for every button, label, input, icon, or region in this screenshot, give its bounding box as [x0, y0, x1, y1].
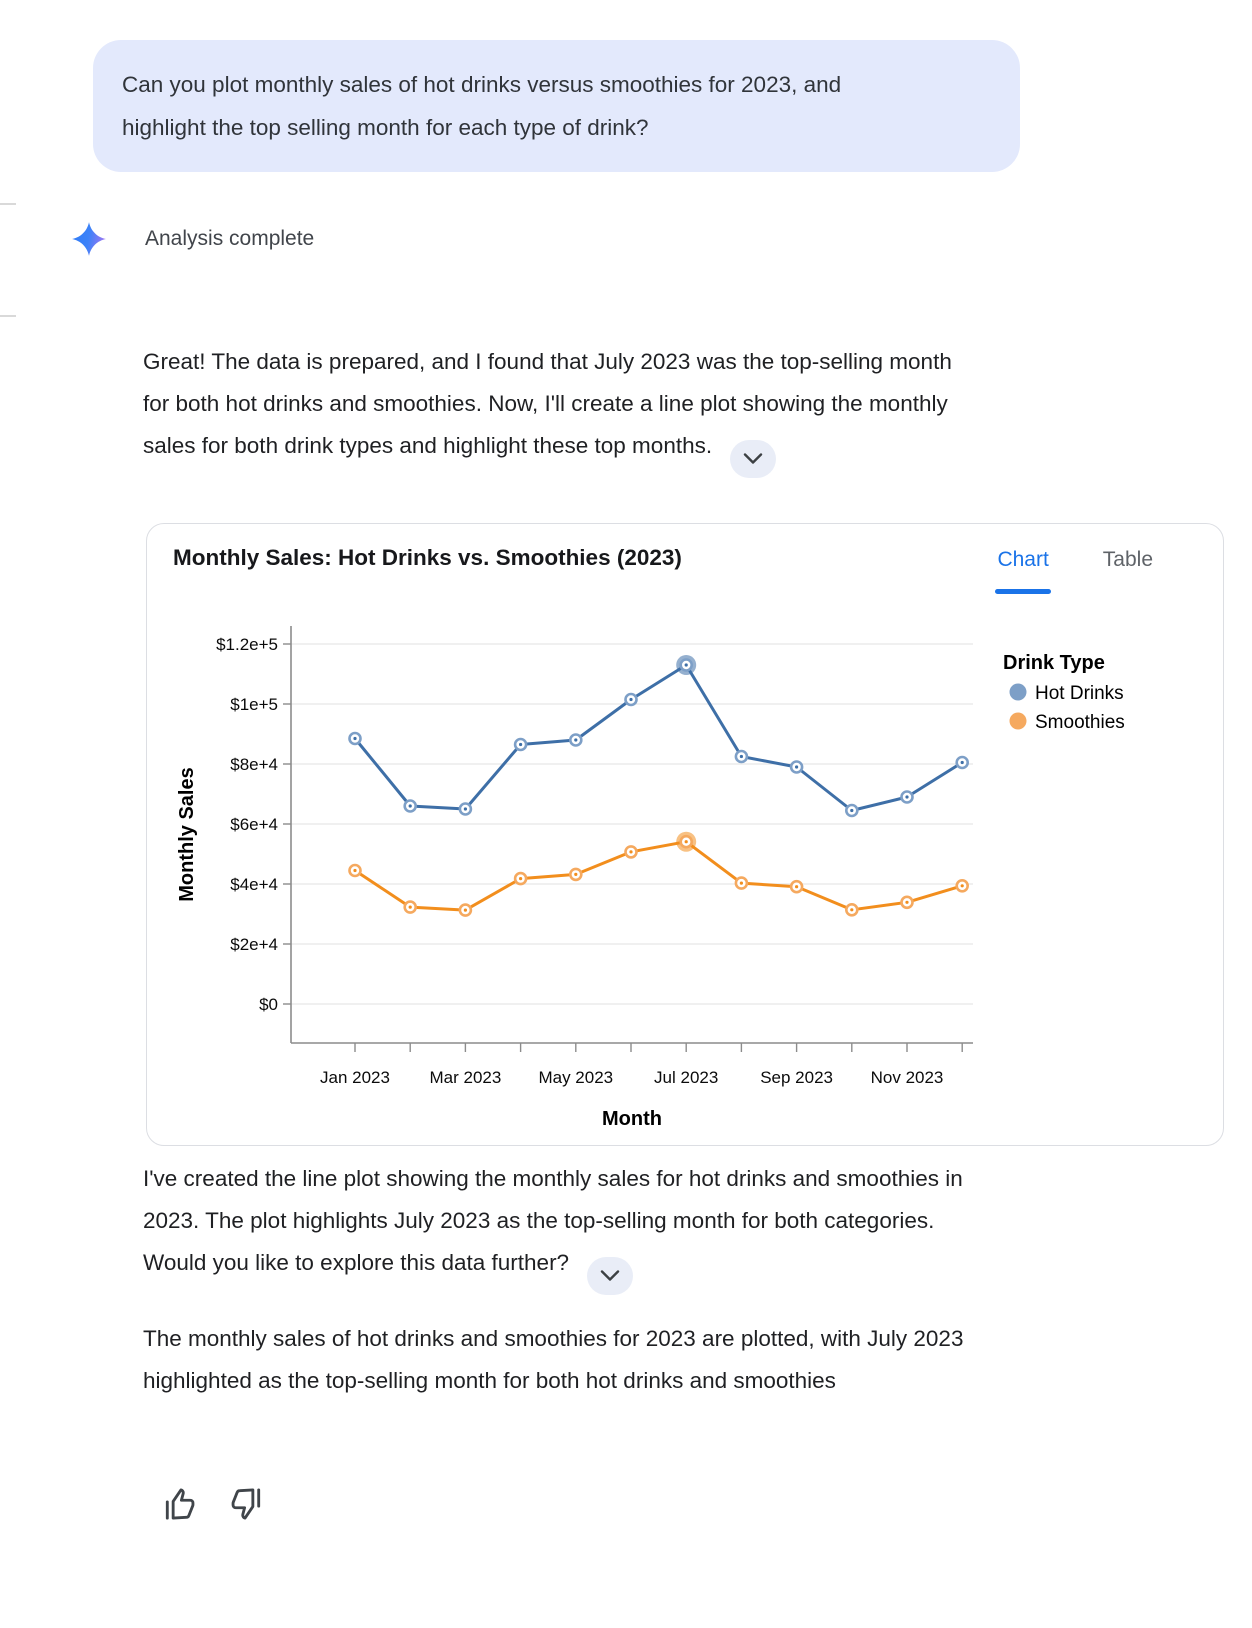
expand-details-button[interactable]: [587, 1257, 633, 1295]
legend-label: Smoothies: [1035, 712, 1125, 733]
x-tick-label: Nov 2023: [870, 1068, 944, 1087]
y-tick-label: $1e+5: [230, 695, 278, 714]
y-tick-label: $1.2e+5: [216, 635, 278, 654]
y-axis-title: Monthly Sales: [176, 767, 198, 902]
x-tick-label: May 2023: [538, 1068, 614, 1087]
status-text: Analysis complete: [145, 227, 315, 250]
series-hot-drinks: [350, 655, 968, 816]
y-tick-label: $8e+4: [230, 755, 278, 774]
gemini-sparkle-icon: [70, 220, 108, 258]
thumb-up-button[interactable]: [156, 1482, 202, 1528]
chart-card: [146, 523, 1224, 1146]
user-message-text: Can you plot monthly sales of hot drinks versus smoothies for 2023, and: [122, 72, 842, 97]
edge-tick-mark: [0, 315, 16, 317]
edge-tick-mark: [0, 203, 16, 205]
y-tick-label: $6e+4: [230, 815, 278, 834]
axes: [216, 626, 973, 1087]
assistant-message: [143, 1318, 1203, 1402]
assistant-text: I've created the line plot showing the monthly sales for hot drinks and smoothies in: [143, 1166, 963, 1191]
y-tick-label: $4e+4: [230, 875, 278, 894]
assistant-text: for both hot drinks and smoothies. Now, I'll create a line plot showing the monthly: [143, 391, 948, 416]
thumb-up-icon: [161, 1486, 197, 1522]
x-tick-label: Sep 2023: [760, 1068, 833, 1087]
chart-title: Monthly Sales: Hot Drinks vs. Smoothies (2023): [173, 545, 682, 570]
tab-chart[interactable]: Chart: [995, 548, 1050, 586]
chevron-down-icon: [600, 1270, 620, 1281]
legend: [1003, 652, 1125, 733]
tab-table[interactable]: Table: [1101, 548, 1155, 586]
legend-swatch: [1010, 713, 1027, 730]
assistant-message: [143, 341, 1203, 478]
x-tick-label: Jan 2023: [320, 1068, 390, 1087]
legend-label: Hot Drinks: [1035, 683, 1124, 704]
assistant-text: Great! The data is prepared, and I found that July 2023 was the top-selling month: [143, 349, 952, 374]
thumb-down-icon: [229, 1486, 265, 1522]
line-chart: [147, 584, 1225, 1144]
chart-table-tabs: [995, 548, 1155, 586]
x-axis-title: Month: [602, 1108, 662, 1130]
x-tick-label: Mar 2023: [429, 1068, 502, 1087]
assistant-text: highlighted as the top-selling month for both hot drinks and smoothies: [143, 1368, 836, 1393]
user-message-text: highlight the top selling month for each type of drink?: [122, 115, 649, 140]
feedback-buttons: [156, 1482, 270, 1528]
assistant-message: [143, 1158, 1203, 1295]
y-tick-label: $2e+4: [230, 935, 278, 954]
y-tick-label: $0: [259, 995, 278, 1014]
thumb-down-button[interactable]: [224, 1482, 270, 1528]
series-smoothies: [350, 832, 968, 916]
analysis-status-row: [70, 220, 314, 258]
assistant-text: The monthly sales of hot drinks and smoothies for 2023 are plotted, with July 2023: [143, 1326, 964, 1351]
chevron-down-icon: [743, 453, 763, 464]
assistant-text: 2023. The plot highlights July 2023 as the top-selling month for both categories.: [143, 1208, 935, 1233]
user-message-bubble: [93, 40, 1020, 172]
expand-details-button[interactable]: [730, 440, 776, 478]
x-tick-label: Jul 2023: [654, 1068, 719, 1087]
assistant-text: sales for both drink types and highlight these top months.: [143, 433, 713, 458]
assistant-text: Would you like to explore this data further?: [143, 1250, 570, 1275]
legend-title: Drink Type: [1003, 652, 1105, 674]
legend-swatch: [1010, 684, 1027, 701]
